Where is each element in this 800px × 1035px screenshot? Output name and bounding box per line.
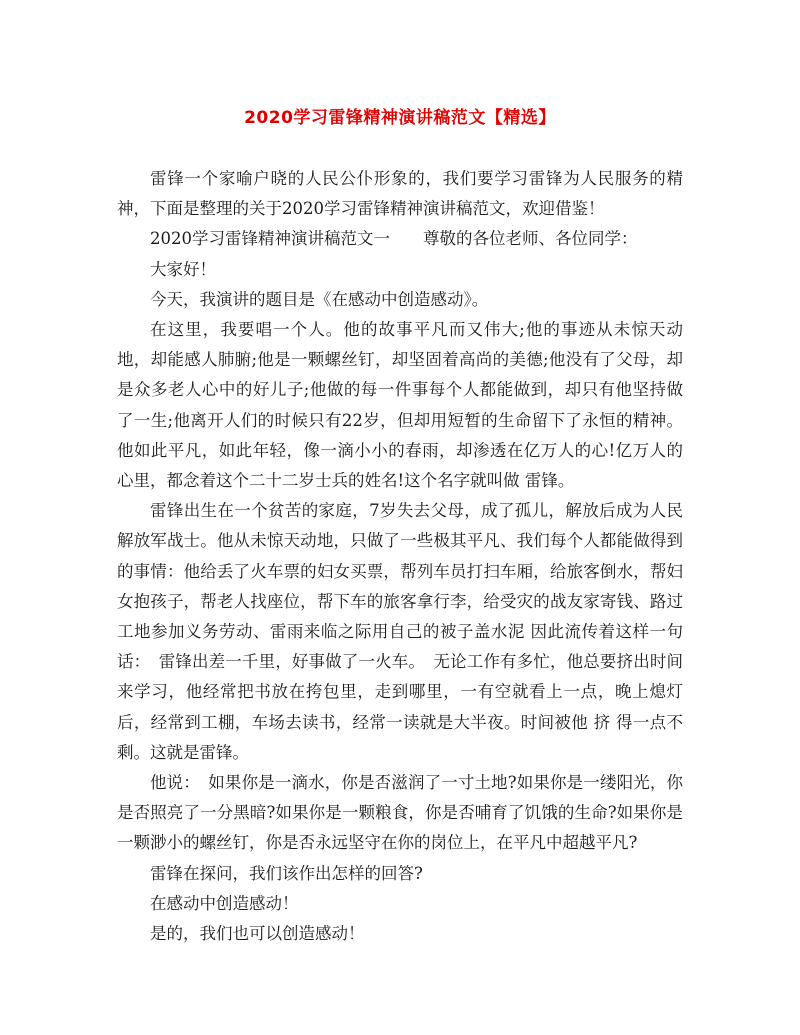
paragraph-quote: 他说： 如果你是一滴水，你是否滋润了一寸土地?如果你是一缕阳光，你是否照亮了一分黑暗?如果你是一颗粮食，你是否哺育了饥饿的生命?如果你是一颗渺小的螺丝钉，你是否永远坚守在你的岗位上，在平凡中超越平凡? bbox=[117, 773, 683, 853]
paragraph-speech-heading: 2020学习雷锋精神演讲稿范文一 尊敬的各位老师、各位同学： bbox=[150, 229, 638, 249]
document-title: 2020学习雷锋精神演讲稿范文【精选】 bbox=[244, 108, 556, 128]
document-body bbox=[117, 164, 683, 949]
paragraph-topic: 今天，我演讲的题目是《在感动中创造感动》。 bbox=[150, 289, 489, 309]
paragraph-leifeng-deeds: 雷锋出生在一个贫苦的家庭，7岁失去父母，成了孤儿，解放后成为人民解放军战士。他从未惊天动地，只做了一些极其平凡、我们每个人都能做得到的事情：他给丢了火车票的妇女买票，帮列车员打扫车厢，给旅客倒水，帮妇女抱孩子，帮老人找座位，帮下车的旅客拿行李，给受灾的战友家寄钱、路过工地参加义务劳动、雷雨来临之际用自己的被子盖水泥 因此流传着这样一句话： 雷锋出差一千里，好事做了一火车。 无论工作有多忙，他总要挤出时间来学习，他经常把书放在挎包里，走到哪里，一有空就看上一点，晚上熄灯后，经常到工棚，车场去读书，经常一读就是大半夜。时间被他 挤 得一点不剩。这就是雷锋。 bbox=[117, 501, 683, 762]
paragraph-question: 雷锋在探问，我们该作出怎样的回答? bbox=[150, 863, 423, 883]
paragraph-greeting: 大家好！ bbox=[150, 259, 216, 279]
paragraph-closing: 是的，我们也可以创造感动！ bbox=[150, 924, 365, 944]
paragraph-leifeng-story: 在这里，我要唱一个人。他的故事平凡而又伟大;他的事迹从未惊天动地，却能感人肺腑;他是一颗螺丝钉，却坚固着高尚的美德;他没有了父母，却是众多老人心中的好儿子;他做的每一件事每个人都能做到，却只有他坚持做了一生;他离开人们的时候只有22岁，但却用短暂的生命留下了永恒的精神。他如此平凡，如此年轻，像一滴小小的春雨，却渗透在亿万人的心!亿万人的心里，都念着这个二十二岁士兵的姓名!这个名字就叫做 雷锋。 bbox=[117, 320, 683, 491]
paragraph-intro: 雷锋一个家喻户晓的人民公仆形象的，我们要学习雷锋为人民服务的精神，下面是整理的关于2020学习雷锋精神演讲稿范文，欢迎借鉴！ bbox=[117, 169, 683, 219]
paragraph-answer: 在感动中创造感动！ bbox=[150, 893, 299, 913]
